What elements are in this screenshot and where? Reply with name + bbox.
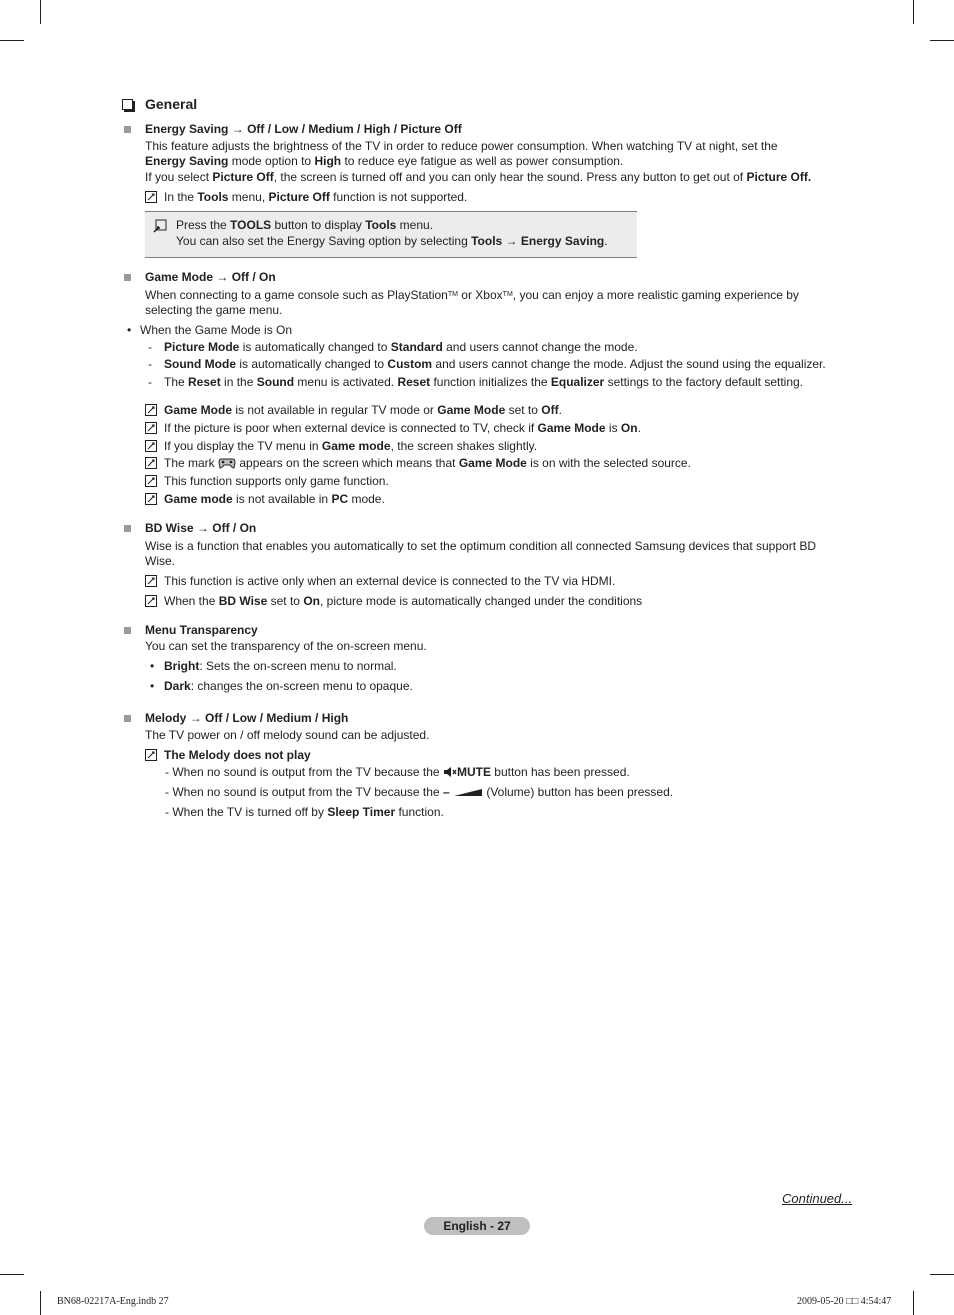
menu-transparency-text: You can set the transparency of the on-screen menu.	[145, 639, 427, 653]
print-date: 2009-05-20 □□ 4:54:47	[797, 1296, 892, 1307]
transparency-option: Bright: Sets the on-screen menu to normal.	[164, 659, 397, 673]
bd-wise-note: When the BD Wise set to On, picture mode is automatically changed under the conditions	[164, 594, 643, 608]
melody-detail: - When no sound is output from the TV because the – (Volume) button has been pressed.	[165, 785, 674, 799]
note-icon	[145, 191, 157, 203]
game-note: This function supports only game function.	[164, 474, 389, 488]
note-icon	[145, 595, 157, 607]
energy-saving-text: This feature adjusts the brightness of the TV in order to reduce power consumption. When watching TV at night, set the	[145, 139, 778, 153]
crop-mark	[913, 1291, 914, 1315]
melody-detail: - When the TV is turned off by Sleep Timer function.	[165, 805, 444, 819]
crop-mark	[930, 40, 954, 41]
game-note: If the picture is poor when external device is connected to TV, check if Game Mode is On.	[164, 421, 641, 435]
note-icon	[145, 457, 157, 469]
crop-mark	[40, 1291, 41, 1315]
game-mode-detail: The Reset in the Sound menu is activated. Reset function initializes the Equalizer settings to the factory default setting.	[164, 375, 804, 389]
page-number: English - 27	[424, 1217, 530, 1235]
note-icon	[145, 440, 157, 452]
tools-icon	[153, 219, 167, 233]
game-note: Game Mode is not available in regular TV mode or Game Mode set to Off.	[164, 403, 562, 417]
note-icon	[145, 493, 157, 505]
gamepad-icon	[218, 457, 236, 469]
mute-icon	[443, 766, 457, 778]
tools-tip-text: Press the TOOLS button to display Tools menu.	[176, 218, 434, 232]
note-icon	[145, 475, 157, 487]
melody-text: The TV power on / off melody sound can be adjusted.	[145, 728, 430, 742]
continued-label: Continued...	[782, 1191, 853, 1206]
game-note: The mark appears on the screen which means that Game Mode is on with the selected source.	[164, 456, 691, 470]
melody-note: The Melody does not play	[164, 748, 311, 762]
game-note: Game mode is not available in PC mode.	[164, 492, 385, 506]
square-bullet-icon	[124, 126, 131, 133]
crop-mark	[40, 0, 41, 24]
square-bullet-icon	[124, 627, 131, 634]
note-icon	[145, 575, 157, 587]
note-icon	[145, 749, 157, 761]
square-bullet-icon	[124, 715, 131, 722]
game-mode-text: selecting the game menu.	[145, 303, 283, 317]
crop-mark	[0, 40, 24, 41]
note-icon	[145, 422, 157, 434]
menu-transparency-heading: Menu Transparency	[145, 623, 258, 637]
bd-wise-text: Wise.	[145, 554, 175, 568]
volume-icon	[453, 787, 483, 797]
square-bullet-icon	[124, 525, 131, 532]
bd-wise-heading: BD Wise → Off / On	[145, 521, 257, 535]
energy-saving-text: If you select Picture Off, the screen is turned off and you can only hear the sound. Press any button to get out of Picture Off.	[145, 170, 812, 184]
transparency-option: Dark: changes the on-screen menu to opaque.	[164, 679, 413, 693]
bullet-dot: •	[150, 679, 155, 693]
game-mode-text: When connecting to a game console such as PlayStation™ or Xbox™, you can enjoy a more realistic gaming experience by	[145, 288, 799, 302]
game-note: If you display the TV menu in Game mode, the screen shakes slightly.	[164, 439, 538, 453]
file-name: BN68-02217A-Eng.indb 27	[57, 1296, 169, 1307]
bullet-dot: •	[150, 659, 155, 673]
bullet-dot: •	[127, 323, 132, 337]
crop-mark	[913, 0, 914, 24]
dash: -	[148, 357, 152, 371]
dash: -	[148, 340, 152, 354]
energy-saving-text: Energy Saving mode option to High to reduce eye fatigue as well as power consumption.	[145, 154, 624, 168]
game-mode-detail: Picture Mode is automatically changed to Standard and users cannot change the mode.	[164, 340, 638, 354]
bd-wise-note: This function is active only when an external device is connected to the TV via HDMI.	[164, 574, 616, 588]
tools-tip-text: You can also set the Energy Saving option by selecting Tools → Energy Saving.	[176, 234, 608, 248]
melody-detail: - When no sound is output from the TV because the MUTE button has been pressed.	[165, 765, 630, 779]
crop-mark	[0, 1274, 24, 1275]
section-title: General	[145, 96, 198, 112]
game-mode-heading: Game Mode → Off / On	[145, 270, 276, 284]
game-mode-detail: Sound Mode is automatically changed to Custom and users cannot change the mode. Adjust the sound using the equalizer.	[164, 357, 826, 371]
game-mode-when: When the Game Mode is On	[140, 323, 293, 337]
bd-wise-text: Wise is a function that enables you automatically to set the optimum condition all connected Samsung devices that support BD	[145, 539, 817, 553]
energy-saving-heading: Energy Saving → Off / Low / Medium / High / Picture Off	[145, 122, 462, 136]
dash: -	[148, 375, 152, 389]
square-bullet-icon	[124, 274, 131, 281]
melody-heading: Melody → Off / Low / Medium / High	[145, 711, 349, 725]
crop-mark	[930, 1274, 954, 1275]
checkbox-icon	[122, 99, 133, 110]
energy-note: In the Tools menu, Picture Off function is not supported.	[164, 190, 468, 204]
note-icon	[145, 404, 157, 416]
